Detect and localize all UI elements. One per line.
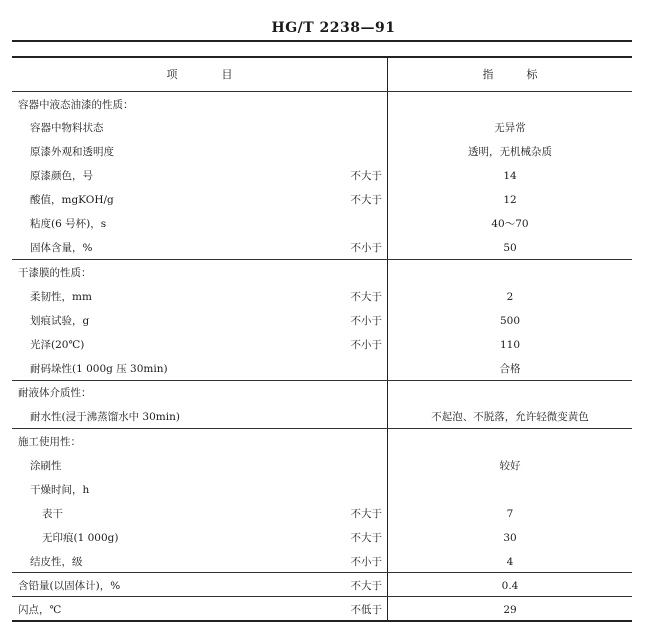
table-row: [12, 310, 632, 332]
header-rule: [12, 40, 632, 42]
table-row: [12, 575, 632, 597]
table-top-border: [12, 56, 632, 58]
item-label: 耐水性(浸于沸蒸馏水中 30min): [30, 411, 180, 423]
condition-label: 不大于: [350, 194, 382, 206]
condition-label: 不小于: [350, 315, 382, 327]
spec-value: 较好: [499, 460, 521, 472]
item-label: 闪点，℃: [18, 604, 62, 616]
document-code: HG/T 2238—91: [271, 20, 396, 36]
spec-value: 50: [503, 242, 517, 254]
spec-value: 29: [503, 604, 517, 616]
table-row: [12, 551, 632, 573]
item-label: 粘度(6 号杯)，s: [30, 218, 107, 230]
section-heading-row: [12, 382, 632, 404]
item-label: 固体含量，%: [30, 242, 93, 254]
table-row: [12, 334, 632, 356]
table-row: [12, 237, 632, 259]
spec-value: 500: [499, 315, 521, 327]
spec-value: 14: [503, 170, 517, 182]
table-row: [12, 189, 632, 211]
table-row: [12, 599, 632, 621]
table-row: [12, 406, 632, 428]
condition-label: 不大于: [350, 532, 382, 544]
item-label: 容器中液态油漆的性质：: [18, 99, 134, 111]
condition-label: 不大于: [350, 580, 382, 592]
spec-value: 0.4: [501, 580, 519, 592]
spec-value: 30: [503, 532, 517, 544]
table-row: [12, 479, 632, 501]
item-label: 表干: [42, 508, 63, 520]
spec-value: 2: [506, 291, 514, 303]
column-header-item: 项 目: [166, 68, 233, 81]
spec-value: 合格: [499, 363, 521, 375]
item-label: 容器中物料状态: [30, 122, 104, 134]
column-header-spec: 指 标: [482, 68, 538, 81]
table-row: [12, 165, 632, 187]
item-label: 酸值，mgKOH/g: [30, 194, 114, 206]
item-label: 原漆颜色，号: [30, 170, 93, 182]
condition-label: 不大于: [350, 508, 382, 520]
item-label: 含铅量(以固体计)，%: [18, 580, 121, 592]
item-label: 原漆外观和透明度: [30, 146, 114, 158]
condition-label: 不小于: [350, 242, 382, 254]
table-row: [12, 503, 632, 525]
spec-value: 40～70: [491, 218, 529, 230]
section-divider: [12, 428, 632, 429]
spec-value: 无异常: [494, 122, 526, 134]
spec-value: 7: [506, 508, 514, 520]
table-row: [12, 358, 632, 380]
table-row: [12, 286, 632, 308]
section-divider: [12, 259, 632, 260]
table-row: [12, 117, 632, 139]
spec-value: 透明，无机械杂质: [468, 146, 552, 158]
item-label: 施工使用性：: [18, 436, 81, 448]
item-label: 无印痕(1 000g): [42, 532, 119, 544]
spec-value: 12: [503, 194, 517, 206]
item-label: 干燥时间，h: [30, 484, 90, 496]
item-label: 耐液体介质性：: [18, 387, 92, 399]
item-label: 结皮性，级: [30, 556, 83, 568]
table-row: [12, 527, 632, 549]
condition-label: 不小于: [350, 339, 382, 351]
item-label: 柔韧性，mm: [30, 291, 92, 303]
spec-value: 110: [499, 339, 521, 351]
item-label: 划痕试验，g: [30, 315, 90, 327]
section-heading-row: [12, 94, 632, 116]
condition-label: 不大于: [350, 170, 382, 182]
item-label: 涂刷性: [30, 460, 62, 472]
item-label: 光泽(20℃): [30, 339, 85, 351]
section-heading-row: [12, 431, 632, 453]
table-row: [12, 455, 632, 477]
spec-value: 4: [506, 556, 514, 568]
spec-value: 不起泡、不脱落，允许轻微变黄色: [431, 411, 589, 423]
table-row: [12, 141, 632, 163]
condition-label: 不低于: [350, 604, 382, 616]
item-label: 干漆膜的性质：: [18, 267, 92, 279]
section-divider: [12, 380, 632, 381]
section-heading-row: [12, 262, 632, 284]
item-label: 耐码垛性(1 000g 压 30min): [30, 363, 168, 375]
condition-label: 不大于: [350, 291, 382, 303]
condition-label: 不小于: [350, 556, 382, 568]
table-row: [12, 213, 632, 235]
header-bottom-border: [12, 91, 632, 92]
